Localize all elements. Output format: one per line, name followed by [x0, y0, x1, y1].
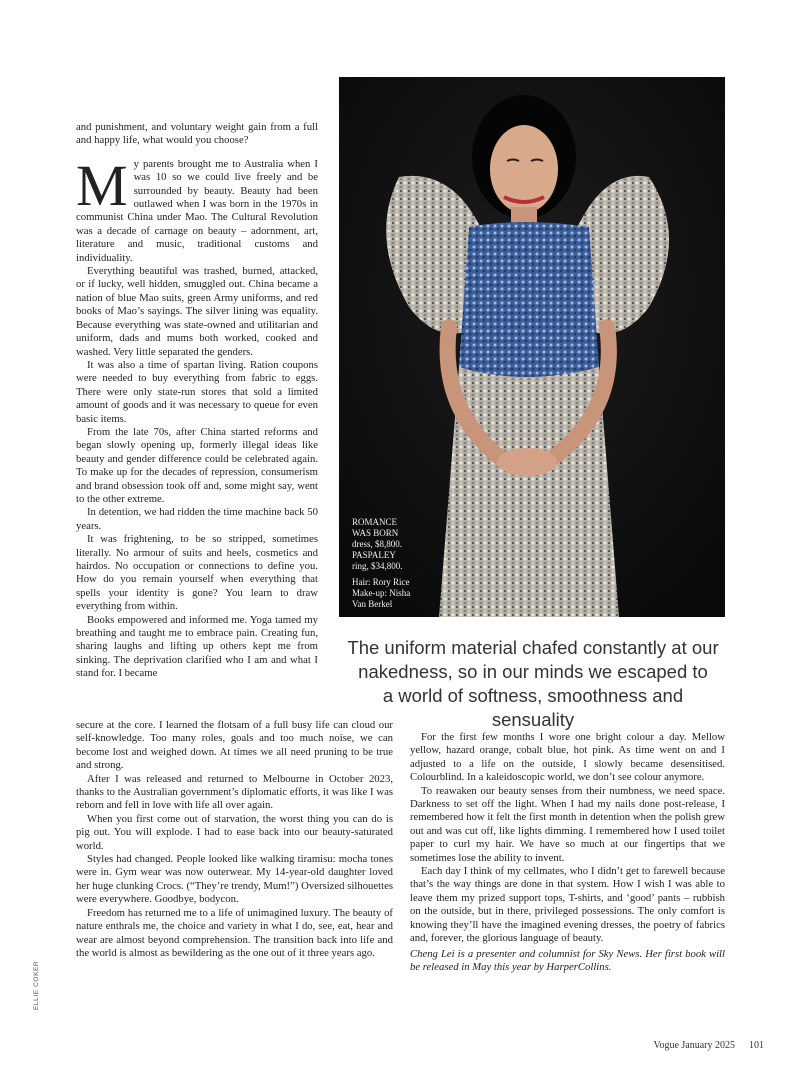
left-column: [76, 121, 318, 681]
caption-price: dress, $8,800.: [352, 539, 402, 549]
opening-paragraph-text: y parents brought me to Australia when I was 10 so we could live freely and be surrounded by beauty. Beauty had been outlawed when I was born in the 1970s in communist China under Mao. The Cultural Revolution was a decade of carnage on beauty – adornment, art, literature and music, traditional customs and individuality.: [76, 157, 318, 264]
page-folio: [654, 1040, 764, 1051]
pull-quote-line: a world of softness, smoothness and sensuality: [382, 685, 684, 730]
body-paragraph: secure at the core. I learned the flotsam of a full busy life can cloud our self-knowledge. Too many roles, goals and too much noise, we can become lost and weighed down. At times we all need pruning to be true and strong.: [76, 719, 393, 772]
drop-cap: M: [76, 152, 128, 218]
opening-paragraph: [76, 152, 318, 265]
photo-caption: [352, 517, 432, 610]
intro-paragraph: and punishment, and voluntary weight gain from a full and happy life, what would you choose?: [76, 121, 318, 147]
caption-price: ring, $34,800.: [352, 561, 403, 571]
pull-quote-line: nakedness, so in our minds we escaped to: [358, 661, 708, 682]
body-paragraph: In detention, we had ridden the time machine back 50 years.: [76, 506, 318, 532]
pull-quote-line: The uniform material chafed constantly at our: [347, 637, 719, 658]
pull-quote: [340, 636, 726, 732]
body-paragraph: To reawaken our beauty senses from their numbness, we need space. Darkness to set off the light. When I had my nails done post-release, I remembered how it felt the first month in detention when the polish grew out and was cut off, like lights dimming. I remembered how I used toilet paper to curl my hair. We have so much at our fingertips that we sometimes lose the ability to invent.: [410, 784, 725, 864]
body-paragraph: It was frightening, to be so stripped, sometimes literally. No armour of suits and heels, cosmetics and hairdos. No occupation or connections to define you. How do you remain yourself when everything that spells your identity is gone? You learn to draw everything from within.: [76, 533, 318, 613]
body-paragraph: After I was released and returned to Melbourne in October 2023, thanks to the Australian government’s diplomatic efforts, it was like I was reborn and fell in love with life all over again.: [76, 772, 393, 812]
body-paragraph: Styles had changed. People looked like walking tiramisu: mocha tones were in. Gym wear was now outerwear. My 14-year-old daughter loved her huge clunking Crocs. (“They’re trendy, Mum!”) Oversized silhouettes were everywhere. Goodbye, bodycon.: [76, 853, 393, 906]
caption-credit: Hair: Rory Rice: [352, 577, 410, 587]
body-paragraph: Books empowered and informed me. Yoga tamed my breathing and taught me to embrace pain. Creating fun, sharing laughs and lifting up others kept me from sinking. The deprivation clarified who I am and what I stand for. I became: [76, 613, 318, 680]
issue-label: Vogue January 2025: [653, 1040, 735, 1051]
author-bio: Cheng Lei is a presenter and columnist for Sky News. Her first book will be released in May this year by HarperCollins.: [410, 947, 725, 973]
caption-brand: ROMANCE: [352, 517, 398, 527]
caption-brand: WAS BORN: [352, 528, 399, 538]
body-paragraph: It was also a time of spartan living. Ration coupons were needed to buy everything from fabric to eggs. There were only state-run stores that sold a limited amount of goods and it was necessary to queue for even basic items.: [76, 358, 318, 425]
body-paragraph: From the late 70s, after China started reforms and began slowly opening up, formerly illegal ideas like beauty and gender difference could be celebrated again. To make up for the decades of repression, consumerism and brand obsession took off and, some might say, went to the other extreme.: [76, 425, 318, 505]
caption-brand: PASPALEY: [352, 550, 396, 560]
body-paragraph: For the first few months I wore one bright colour a day. Mellow yellow, hazard orange, cobalt blue, hot pink. As time went on and I adjusted to a life on the outside, I slowly became desensitised. Colourblind. In a kaleidoscopic world, we don’t see colour anymore.: [410, 731, 725, 784]
page-number: 101: [749, 1040, 764, 1051]
body-paragraph: Each day I think of my cellmates, who I didn’t get to farewell because that’s the way things are done in that system. How I wish I was able to leave them my prized support tops, T-shirts, and ‘good’ pants – rubbish on the outside, but in there, privileged possessions. The only comfort is knowing they’ll have the imagined evening dresses, the poetry of fabrics and, forever, the glorious language of beauty.: [410, 865, 725, 945]
body-paragraph: When you first come out of starvation, the worst thing you can do is pig out. You will explode. I had to ease back into our beauty-saturated world.: [76, 812, 393, 852]
body-paragraph: Freedom has returned me to a life of unimagined luxury. The beauty of nature enthrals me, the choice and variety in what I do, see, eat, hear and wear are almost beyond comprehension. The transition back into life and the world is almost as bewildering as the one out of it three years ago.: [76, 906, 393, 959]
lower-left-column: [76, 719, 393, 960]
caption-credit: Make-up: Nisha: [352, 588, 411, 598]
lower-right-column: [410, 731, 725, 974]
caption-credit: Van Berkel: [352, 599, 393, 609]
photo-credit: ELLIE COKER: [33, 960, 40, 1010]
body-paragraph: Everything beautiful was trashed, burned, attacked, or if lucky, well hidden, smuggled out. China became a nation of blue Mao suits, green Army uniforms, and red books of Mao’s sayings. The silver lining was equality. Because everything was state-owned and utilitarian and uniform, dads and mums both worked, cooked and washed. Very little separated the genders.: [76, 265, 318, 358]
